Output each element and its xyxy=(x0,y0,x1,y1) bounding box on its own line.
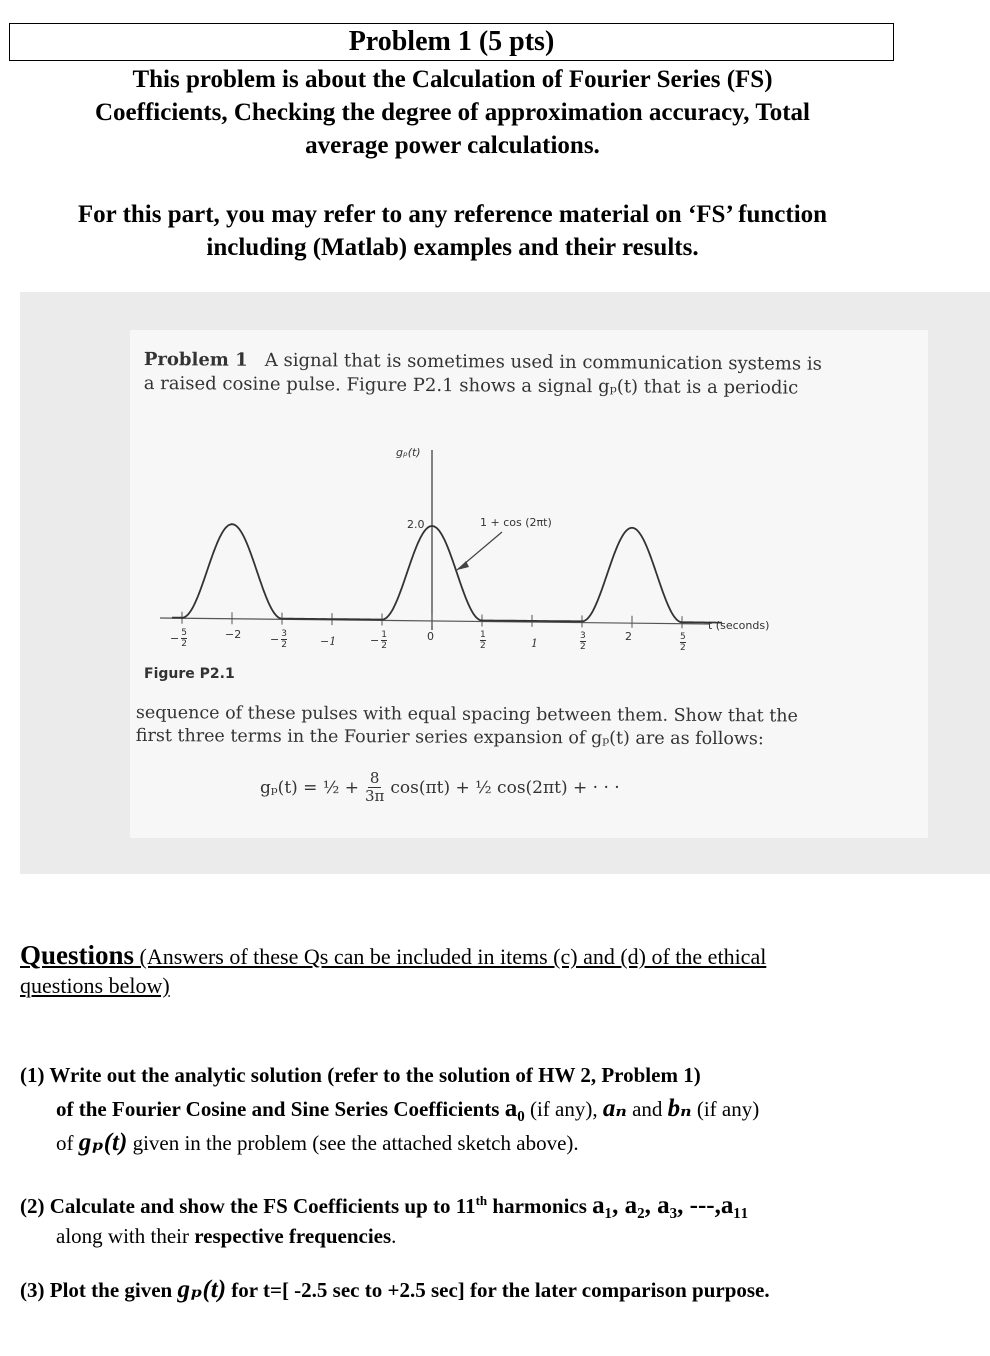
fraction-tick-label: − $\frac{5}{2}$ xyxy=(170,627,187,649)
fraction-tick-label: − $\frac{1}{2}$ xyxy=(370,629,387,651)
q2-line: along with their respective frequencies. xyxy=(56,1224,397,1248)
questions-heading xyxy=(20,941,840,1000)
tick-label: −2 xyxy=(225,628,242,641)
fraction-tick-label: 3 2 xyxy=(580,631,586,653)
question-3: (3) Plot the given gₚ(t) for t=[ -2.5 sec to +2.5 sec] for the later comparison purpose. xyxy=(20,1276,770,1303)
fraction-denominator: 3π xyxy=(364,787,385,805)
coefficient-list: a₁, a₂, a₃, ---,a₁₁ xyxy=(592,1192,749,1219)
fraction-tick-label: 1 2 xyxy=(480,630,486,652)
peak-label: 2.0 xyxy=(407,518,425,531)
handwritten-tick-label: 1 xyxy=(531,637,538,650)
q1-line: of gₚ(t) given in the problem (see the attached sketch above). xyxy=(56,1129,579,1156)
figure-label: Figure P2.1 xyxy=(144,666,235,682)
equation-fraction xyxy=(365,770,384,805)
intro-line: This problem is about the Calculation of Fourier Series (FS) xyxy=(132,66,773,93)
handwritten-tick-label: −1 xyxy=(320,635,337,648)
t-axis xyxy=(160,618,710,624)
fraction-tick-label: − $\frac{3}{2}$ xyxy=(270,628,287,650)
intro-line: Coefficients, Checking the degree of approximation accuracy, Total xyxy=(95,99,810,126)
fourier-equation xyxy=(260,770,620,805)
questions-title: Questions xyxy=(20,940,135,970)
scan-line: first three terms in the Fourier series expansion of gₚ(t) are as follows: xyxy=(135,725,764,750)
tick-label: 2 xyxy=(625,630,632,643)
y-axis-label: gₚ(t) xyxy=(396,446,421,459)
scan-line: a raised cosine pulse. Figure P2.1 shows a signal gₚ(t) that is a periodic xyxy=(143,372,799,399)
x-axis-label: t (seconds) xyxy=(708,619,770,632)
q1-line: of the Fourier Cosine and Sine Series Coefficients a₀ (if any), aₙ and bₙ (if any) xyxy=(56,1095,760,1122)
a0-symbol: a₀ xyxy=(504,1095,525,1122)
reference-line: including (Matlab) examples and their results. xyxy=(206,234,699,261)
raised-cosine-waveform xyxy=(172,524,722,622)
problem-title: Problem 1 (5 pts) xyxy=(9,23,894,61)
bn-symbol: bₙ xyxy=(667,1095,692,1122)
q2-line: (2) Calculate and show the FS Coefficients up to 11th harmonics a₁, a₂, a₃, ---,a₁₁ xyxy=(20,1192,749,1219)
intro-line: average power calculations. xyxy=(305,132,600,159)
equation-rest: cos(πt) + ½ cos(2πt) + · · · xyxy=(390,777,620,798)
reference-paragraph xyxy=(0,198,905,264)
q1-line: (1) Write out the analytic solution (refer to the solution of HW 2, Problem 1) xyxy=(20,1063,701,1087)
an-symbol: aₙ xyxy=(602,1095,627,1122)
fraction-numerator: 8 xyxy=(369,769,380,787)
tick-label: 0 xyxy=(427,630,434,643)
questions-note: (Answers of these Qs can be included in items (c) and (d) of the ethical questions below) xyxy=(20,944,767,998)
question-2 xyxy=(20,1186,960,1251)
pulse-annotation: 1 + cos (2πt) xyxy=(480,516,552,529)
fraction-tick-label: 5 2 xyxy=(680,632,686,654)
intro-paragraph xyxy=(0,63,905,162)
scan-problem-label: Problem 1 xyxy=(143,348,248,371)
reference-line: For this part, you may refer to any reference material on ‘FS’ function xyxy=(77,201,828,228)
scanned-textbook-page xyxy=(20,292,990,874)
scan-line: A signal that is sometimes used in communication systems is xyxy=(264,349,822,375)
scan-line: sequence of these pulses with equal spacing between them. Show that the xyxy=(135,703,798,727)
scan-body-text xyxy=(136,702,798,751)
equation-lhs: gₚ(t) = ½ + xyxy=(260,777,359,798)
arrow-head-icon xyxy=(457,561,469,570)
gp-symbol: gₚ(t) xyxy=(78,1129,128,1156)
gp-symbol: gₚ(t) xyxy=(177,1276,227,1303)
question-1 xyxy=(20,1059,960,1160)
